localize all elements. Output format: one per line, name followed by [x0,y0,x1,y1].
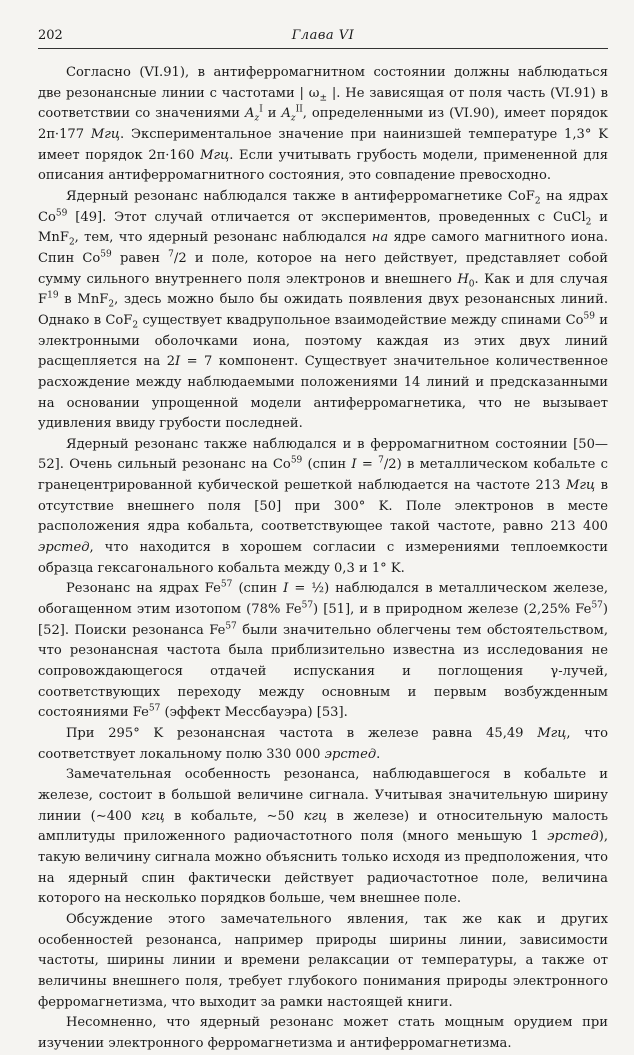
paragraph [38,765,608,910]
subscript: 0 [468,279,475,290]
text-run: = ½) наблюдался в металлическом железе, обогащенном этим изотопом (78% Fe [38,581,608,618]
running-header [38,28,608,49]
subscript: z [254,113,260,124]
text-run: [49]. Этот случай отличается от экспериментов, проведенных с CuCl [67,209,586,225]
text-run: Согласно (VI.91), в антиферромагнитном состоянии должны наблюдаться две резонансные линии с частотами | ω [38,65,608,101]
italic-text: эрстед [38,540,90,556]
text-run: и [262,106,282,122]
text-run: ) [52]. Поиски резонанса Fe [38,602,608,638]
text-run: , определенными из (VI.90), имеет порядок 2π·177 [38,106,608,142]
text-run: = [356,457,379,473]
italic-text: I [351,457,357,473]
body-text [38,63,608,1055]
text-run: , здесь можно было бы ожидать появления двух резонансных линий. Однако в CoF [38,292,608,328]
subscript: 2 [68,237,75,248]
text-run: При 295° K резонансная частота в железе равна 45,49 [66,726,538,741]
text-run: существует квадрупольное взаимодействие между спинами Co [138,312,584,328]
italic-text: эрстед [324,746,377,762]
superscript: 19 [47,290,59,301]
text-run: Замечательная особенность резонанса, наблюдавшегося в кобальте и железе, состоит в большой величине сигнала. Учитывая значительную ширину линии (∼400 [38,767,608,824]
superscript: 57 [148,703,161,714]
superscript: 59 [55,208,68,219]
chapter-title: Глава VI [291,28,355,43]
italic-text: Мгц [200,147,230,163]
italic-text: H [457,271,469,287]
text-run: (спин [302,457,352,473]
text-run: Резонанс на ядрах Fe [66,581,221,597]
text-run: в MnF [58,292,109,308]
text-run: |. Не зависящая от поля часть (VI.91) в соответствии со значениями [38,85,608,122]
text-run: равен [111,250,169,266]
paragraph [38,435,608,580]
text-run: . [376,746,381,762]
italic-text: I [175,354,181,370]
text-run: = 7 компонент. Существует значительное количественное расхождение между наблюдаемыми положениями 14 линий и предсказанными на основании упрощенной модели антиферромагнетика, что не вызывает удивления ввиду грубости последней. [38,354,608,432]
text-run: и MnF [38,209,608,246]
superscript: I [259,104,263,115]
superscript: 57 [301,600,314,611]
paragraph [38,1013,608,1054]
text-run: . Как и для случая F [38,271,608,308]
paragraph [38,187,608,435]
italic-text: A [281,106,291,122]
subscript: 2 [108,299,115,310]
text-run: , что соответствует локальному полю 330 000 [38,726,609,762]
text-run: на ядрах Co [38,188,608,225]
italic-text: Мгц [90,126,121,142]
superscript: 59 [100,249,112,260]
paragraph [38,579,608,724]
text-run: и электронными оболочками иона, поэтому каждая из этих двух линий расщепляется на 2 [38,312,608,370]
italic-text: A [244,106,255,122]
superscript: II [295,104,303,115]
italic-text: эрстед [547,829,599,845]
superscript: 7 [168,249,174,260]
text-run: , тем, что ядерный резонанс наблюдался [74,230,372,246]
text-run: Ядерный резонанс наблюдался также в антиферромагнетике CoF [66,188,535,204]
subscript: ± [319,93,328,104]
superscript: 57 [591,600,603,611]
text-run: . Если учитывать грубость модели, примененной для описания антиферромагнитного состояния, это совпадение превосходно. [38,147,608,184]
text-run: в кобальте, ∼50 [164,808,304,824]
text-run: в отсутствие внешнего поля [50] при 300° K. Поле электронов в месте расположения ядра кобальта, соответствующее такой частоте, равно 213 400 [38,478,608,535]
paragraph [38,910,608,1013]
italic-text: кгц [141,808,165,824]
subscript: z [290,113,296,124]
text-run: Обсуждение этого замечательного явления, так же как и других особенностей резонанса, например природы ширины линии, зависимости частоты, ширины линии и времени релаксации от температуры, а также от величины внешнего поля, требует глубокого понимания природы электронного ферромагнетизма, что выходит за рамки настоящей книги. [38,911,608,1010]
italic-text: Мгц [537,726,567,741]
superscript: 59 [290,456,303,467]
superscript: 59 [583,311,595,322]
italic-text: на [371,230,389,246]
italic-text: Мгц [565,478,596,494]
superscript: 57 [225,621,237,632]
text-run: ) [51], и в природном железе (2,25% Fe [313,602,592,618]
subscript: 2 [534,196,541,207]
text-run: /2) в металлическом кобальте с гранецентрированной кубической решеткой наблюдается на частоте 213 [38,457,608,494]
text-run: Ядерный резонанс также наблюдался и в ферромагнитном состоянии [50—52]. Очень сильный резонанс на Co [38,436,608,473]
text-run: были значительно облегчены тем обстоятельством, что резонансная частота была приблизительно известна из исследования не сопровождающегося отдачей испускания и поглощения γ-лучей, соответствующих переходу между основным и первым возбужденным состояниями Fe [38,622,608,721]
paragraph [38,63,608,187]
text-run: /2 и поле, которое на него действует, представляет собой сумму сильного внутреннего поля электронов и внешнего [38,250,608,287]
paragraph [38,724,608,765]
text-run: (эффект Мессбауэра) [53]. [160,705,348,721]
text-run: ядре самого магнитного иона. Спин Co [38,230,608,266]
text-run: в железе) и относительную малость амплитуды приложенного радиочастотного поля (много меньшую 1 [38,808,609,845]
italic-text: I [283,581,289,597]
subscript: 2 [585,217,592,228]
text-run: (спин [232,581,284,597]
subscript: 2 [132,320,139,331]
page-number: 202 [38,28,63,43]
text-run: ), такую величину сигнала можно объяснить только исходя из предположения, что на ядерный спин фактически действует радиочастотное поле, величина которого на несколько порядков больше, чем внешнее поле. [38,829,608,907]
superscript: 7 [378,456,384,467]
text-run: , что находится в хорошем согласии с измерениями теплоемкости образца гексагонального кобальта между 0,3 и 1° K. [38,540,608,576]
text-run: . Экспериментальное значение при наинизшей температуре 1,3° K имеет порядок 2π·160 [38,126,608,163]
superscript: 57 [220,580,233,591]
italic-text: кгц [303,808,328,824]
text-run: Несомненно, что ядерный резонанс может стать мощным орудием при изучении электронного ферромагнетизма и антиферромагнетизма. [38,1015,608,1051]
